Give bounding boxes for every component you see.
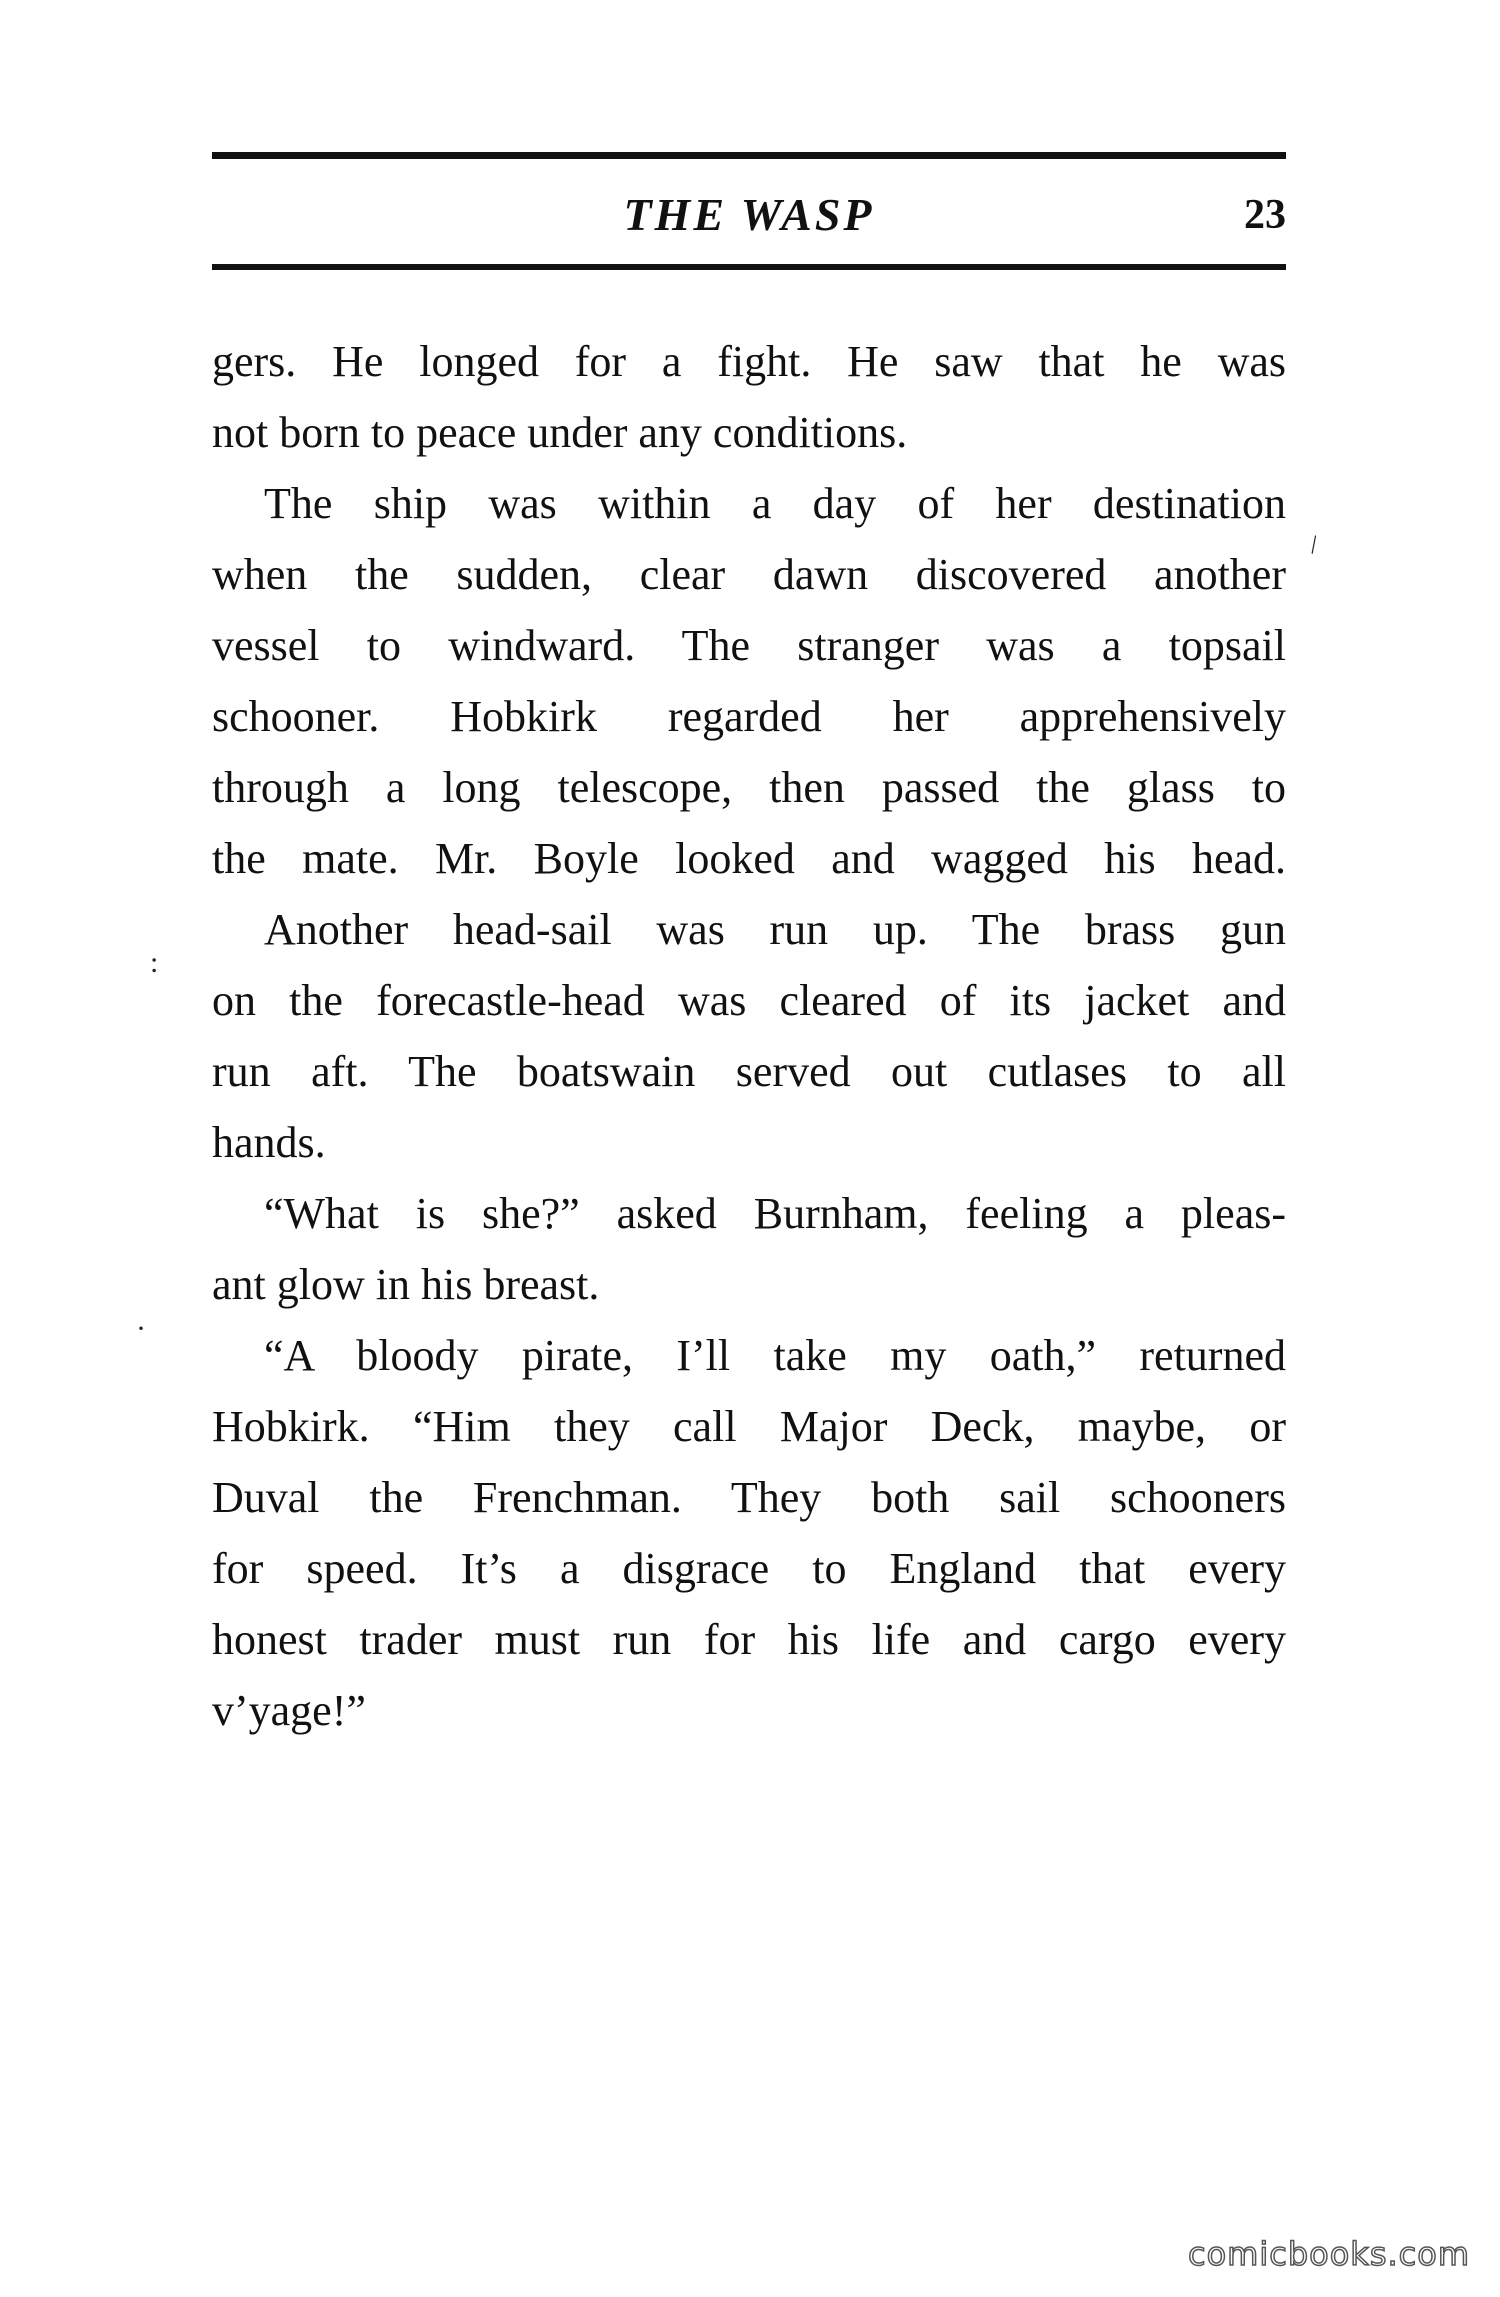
text-line: through a long telescope, then passed the glass to xyxy=(212,763,1286,812)
text-line: on the forecastle-head was cleared of its jacket and xyxy=(212,976,1286,1025)
header-rule-top xyxy=(212,152,1286,159)
running-head xyxy=(212,180,1286,250)
margin-dot-mark: · xyxy=(136,1312,146,1345)
header-rule-bottom xyxy=(212,264,1286,270)
text-line: The ship was within a day of her destination xyxy=(264,479,1286,528)
text-line: Another head-sail was run up. The brass gun xyxy=(264,905,1286,954)
text-line: honest trader must run for his life and cargo every xyxy=(212,1615,1286,1664)
text-line: run aft. The boatswain served out cutlases to all xyxy=(212,1047,1286,1096)
margin-tick-mark: \ xyxy=(1303,530,1325,559)
watermark: comicbooks.com xyxy=(1187,2235,1470,2273)
page-number: 23 xyxy=(1244,192,1286,238)
text-line: when the sudden, clear dawn discovered another xyxy=(212,550,1286,599)
text-line: hands. xyxy=(212,1118,326,1167)
body-text xyxy=(212,326,1286,1746)
text-line: Duval the Frenchman. They both sail schooners xyxy=(212,1473,1286,1522)
margin-colon-mark: : xyxy=(150,946,159,979)
running-title: THE WASP xyxy=(623,189,875,240)
text-line: the mate. Mr. Boyle looked and wagged his head. xyxy=(212,834,1286,883)
text-line: gers. He longed for a fight. He saw that he was xyxy=(212,337,1286,386)
text-line: v’yage!” xyxy=(212,1686,366,1735)
text-line: “A bloody pirate, I’ll take my oath,” returned xyxy=(264,1331,1286,1380)
text-line: for speed. It’s a disgrace to England that every xyxy=(212,1544,1286,1593)
text-line: schooner. Hobkirk regarded her apprehensively xyxy=(212,692,1286,741)
text-line: vessel to windward. The stranger was a topsail xyxy=(212,621,1286,670)
text-line: ant glow in his breast. xyxy=(212,1260,600,1309)
text-line: “What is she?” asked Burnham, feeling a pleas- xyxy=(264,1189,1286,1238)
text-line: not born to peace under any conditions. xyxy=(212,408,908,457)
text-line: Hobkirk. “Him they call Major Deck, maybe, or xyxy=(212,1402,1286,1451)
